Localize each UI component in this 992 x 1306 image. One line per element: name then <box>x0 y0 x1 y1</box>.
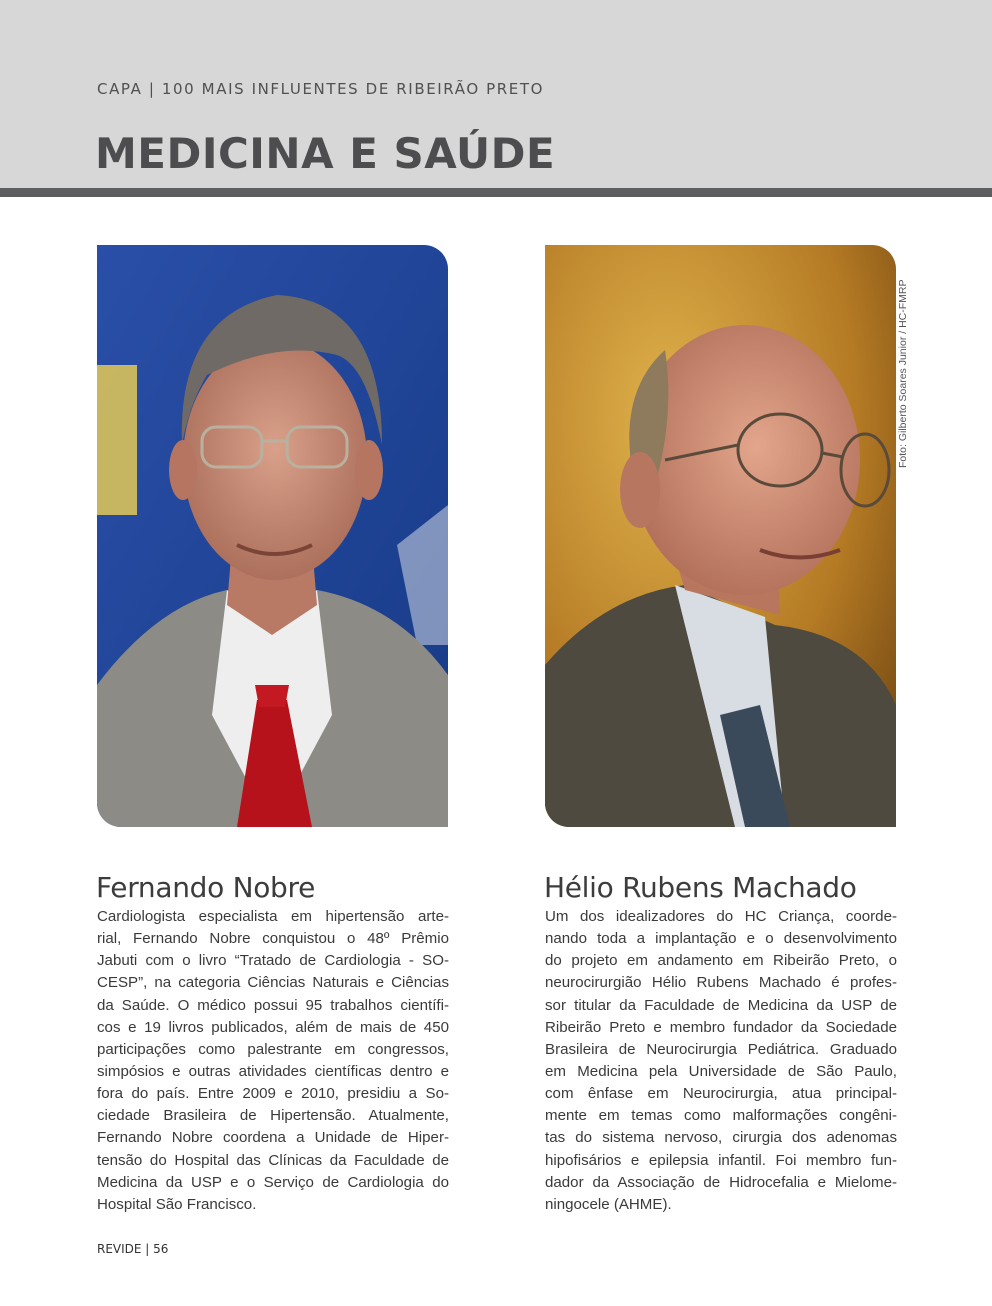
bio-line: mente em temas como malformações congêni- <box>545 1107 897 1125</box>
bio-line: neurocirurgião Hélio Rubens Machado é profes- <box>545 974 897 992</box>
bio-line: do projeto em andamento em Ribeirão Preto, o <box>545 952 897 970</box>
page-footer: REVIDE | 56 <box>97 1242 169 1256</box>
bio-line: hipofisários e epilepsia infantil. Foi membro fun- <box>545 1151 897 1169</box>
photo-credit: Foto: Gilberto Soares Junior / HC-FMRP <box>897 279 909 468</box>
bio-line: Fernando Nobre coordena a Unidade de Hiper- <box>97 1129 449 1147</box>
bio-line: Ribeirão Preto e membro fundador da Sociedade <box>545 1018 897 1036</box>
header-rule <box>0 188 992 197</box>
bio-line: simpósios e outras atividades científicas dentro e <box>97 1062 449 1080</box>
bio-line: Brasileira de Neurocirurgia Pediátrica. Graduado <box>545 1040 897 1058</box>
bio-line: Hospital São Francisco. <box>97 1195 257 1213</box>
bio-line: participações como palestrante em congressos, <box>97 1040 449 1058</box>
bio-line: Jabuti com o livro “Tratado de Cardiologia - SO- <box>97 952 449 970</box>
bio-line: tensão do Hospital das Clínicas da Faculdade de <box>97 1151 449 1169</box>
profile-bio <box>97 906 449 1216</box>
bio-line: com ênfase em Neurocirurgia, atua principal- <box>545 1085 897 1103</box>
bio-line: nando toda a implantação e o desenvolvimento <box>545 930 897 948</box>
bio-line: CESP”, na categoria Ciências Naturais e Ciências <box>97 974 449 992</box>
bio-line: Medicina da USP e o Serviço de Cardiologia do <box>97 1173 449 1191</box>
bio-line: dador da Associação de Hidrocefalia e Mielome- <box>545 1173 897 1191</box>
bio-line: da Saúde. O médico possui 95 trabalhos científi- <box>97 996 449 1014</box>
bio-line: tas do sistema nervoso, cirurgia dos adenomas <box>545 1129 897 1147</box>
bio-line: em Medicina pela Universidade de São Paulo, <box>545 1062 897 1080</box>
profile-name: Fernando Nobre <box>96 871 316 904</box>
bio-line: ciedade Brasileira de Hipertensão. Atualmente, <box>97 1107 449 1125</box>
portrait-photo-helio-rubens-machado <box>545 245 896 827</box>
bio-line: cos e 19 livros publicados, além de mais de 450 <box>97 1018 449 1036</box>
bio-line: rial, Fernando Nobre conquistou o 48º Prêmio <box>97 930 449 948</box>
profile-name: Hélio Rubens Machado <box>544 871 857 904</box>
bio-line: fora do país. Entre 2009 e 2010, presidiu a So- <box>97 1085 449 1103</box>
bio-line: ningocele (AHME). <box>545 1195 672 1213</box>
bio-line: Um dos idealizadores do HC Criança, coorde- <box>545 908 897 925</box>
portrait-photo-fernando-nobre <box>97 245 448 827</box>
section-title: MEDICINA E SAÚDE <box>95 129 556 178</box>
profile-bio <box>545 906 897 1216</box>
bio-line: sor titular da Faculdade de Medicina da USP de <box>545 996 897 1014</box>
section-kicker: CAPA | 100 MAIS INFLUENTES DE RIBEIRÃO PRETO <box>97 80 545 98</box>
bio-line: Cardiologista especialista em hipertensão arte- <box>97 908 449 925</box>
